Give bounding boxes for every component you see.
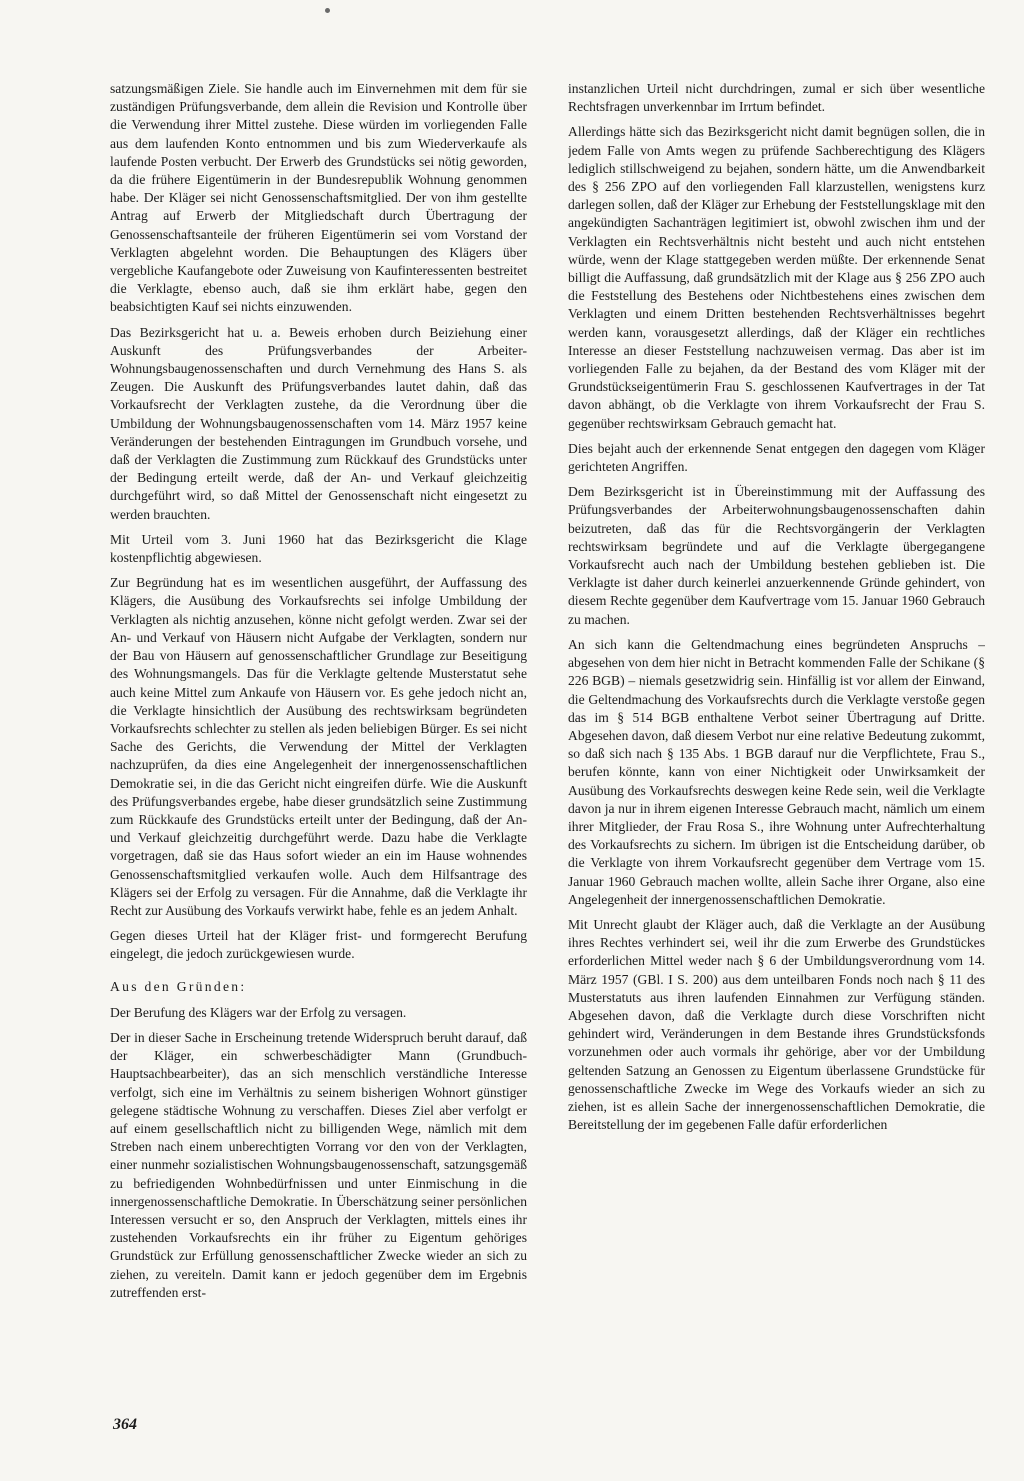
paragraph: Mit Urteil vom 3. Juni 1960 hat das Bezirksgericht die Klage kostenpflichtig abgewiesen.	[110, 531, 527, 566]
paragraph: An sich kann die Geltendmachung eines begründeten Anspruchs – abgesehen von dem hier nicht in Betracht kommenden Falle der Schikane (§ 226 BGB) – niemals gesetzwidrig sein. Hinfällig ist vor allem der Einwand, die Geltendmachung des Vorkaufsrechts durch die Verklagte verstoße gegen das im § 514 BGB enthaltene Verbot seiner Übertragung auf Dritte. Abgesehen davon, daß diesem Verbot nur eine relative Bedeutung zukommt, so daß sich nach § 135 Abs. 1 BGB darauf nur die Verpflichtete, Frau S., berufen könnte, kann von einer Nichtigkeit oder Unwirksamkeit der Ausübung des Vorkaufsrechts deswegen keine Rede sein, weil die Verklagte davon ja nur in ihrem eigenen Interesse Gebrauch macht, nämlich um einem ihrer Mitglieder, der Frau Rosa S., ihre Wohnung unter Aufrechterhaltung des Vorkaufsrechts zu sichern. Im übrigen ist die Entscheidung darüber, ob die Verklagte von ihrem Vorkaufsrecht gegenüber dem Vertrage vom 15. Januar 1960 Gebrauch machen wollte, allein Sache ihrer Organe, also eine Angelegenheit der innergenossenschaftlichen Demokratie.	[568, 636, 985, 907]
paragraph: Dem Bezirksgericht ist in Übereinstimmung mit der Auffassung des Prüfungsverbandes der Arbeiterwohnungsbaugenossenschaften dahin beizutreten, daß das für die Rechtsvorgängerin der Verklagten rechtswirksam begründete und auf die Verklagte übergegangene Vorkaufsrecht auch nach der Umbildung bestehen geblieben ist. Die Verklagte ist daher durch keinerlei anzuerkennende Gründe gehindert, von diesem Rechte gegenüber dem Kaufvertrage vom 15. Januar 1960 Gebrauch zu machen.	[568, 484, 985, 627]
section-heading: Aus den Gründen:	[110, 978, 247, 994]
paragraph: Gegen dieses Urteil hat der Kläger frist- und formgerecht Berufung eingelegt, die jedoch zurückgewiesen wurde.	[110, 928, 527, 962]
right-column	[568, 80, 985, 1400]
print-speck	[325, 8, 330, 13]
paragraph: Dies bejaht auch der erkennende Senat entgegen den dagegen vom Kläger gerichteten Angriffen.	[568, 440, 985, 475]
paragraph: Mit Unrecht glaubt der Kläger auch, daß die Verklagte an der Ausübung ihres Rechtes verhindert sei, weil ihr die zum Erwerbe des Grundstückes erforderlichen Mittel weder nach § 6 der Umbildungsverordnung vom 14. März 1957 (GBl. I S. 200) aus dem unteilbaren Fonds noch nach § 11 des Musterstatuts aus ihren laufenden Einnahmen zur Verfügung ständen. Abgesehen davon, daß die Verklagte durch diese Vorschriften nicht gehindert wird, Veränderungen in dem Bestande ihres Grundstücksfonds vorzunehmen oder auch vormals ihr gehörige, aber vor der Umbildung geltenden Satzung an Genossen zu Eigentum überlassene Grundstücke für genossenschaftliche Zwecke im Wege des Vorkaufs wieder an sich zu ziehen, ist es allein Sache der innergenossenschaftlichen Demokratie, die Bereitstellung der im gegebenen Falle dafür erforderlichen	[568, 916, 985, 1133]
paragraph: Allerdings hätte sich das Bezirksgericht nicht damit begnügen sollen, die in jedem Falle von Amts wegen zu prüfende Sachberechtigung des Klägers lediglich stillschweigend zu bejahen, sondern hätte, um die Anwendbarkeit des § 256 ZPO auf den vorliegenden Fall klarzustellen, wenigstens kurz darlegen sollen, daß der Kläger zur Erhebung der Feststellungsklage mit den angekündigten Sachanträgen legitimiert ist, obwohl zwischen ihm und der Verklagten ein Rechtsverhältnis nicht besteht und auch nicht entstehen würde, wenn der Klage stattgegeben werden müßte. Der erkennende Senat billigt die Auffassung, daß grundsätzlich mit der Klage aus § 256 ZPO auch die Feststellung des Bestehens oder Nichtbestehens eines zwischen dem Verklagten und einem Dritten bestehenden Rechtsverhältnisses begehrt werden kann, vorausgesetzt allerdings, daß der Kläger ein rechtliches Interesse an dieser Feststellung nachzuweisen vermag. Das aber ist im vorliegenden Falle zu bejahen, da der Bestand des vom Kläger mit der Grundstückseigentümerin Frau S. geschlossenen Kaufvertrages in der Tat davon abhängt, ob die Verklagte von ihrem Vorkaufsrecht der Frau S. gegenüber rechtswirksam Gebrauch gemacht hat.	[568, 124, 985, 431]
paragraph: Zur Begründung hat es im wesentlichen ausgeführt, der Auffassung des Klägers, die Ausübung des Vorkaufsrechts sei infolge Umbildung der Verklagten als nichtig anzusehen, könne nicht gefolgt werden. Zwar sei der An- und Verkauf von Häusern nicht Aufgabe der Verklagten, sondern nur der Bau von Häusern auf genossenschaftlicher Grundlage zur Beseitigung des Wohnungsmangels. Das für die Verklagte geltende Musterstatut sehe auch keine Mittel zum Ankaufe von Häusern vor. Es gehe jedoch nicht an, die Verklagte hinsichtlich der Ausübung des rechtswirksam begründeten Vorkaufsrechts schlechter zu stellen als jeden beliebigen Bürger. Es sei nicht Sache des Gerichts, die Verwendung der Mittel der Verklagten nachzuprüfen, da dies eine Angelegenheit der innergenossenschaftlichen Demokratie sei, in die das Gericht nicht eingreifen dürfe. Wie die Auskunft des Prüfungsverbandes ergebe, habe dieser grundsätzlich seine Zustimmung zum Rückkaufe des Grundstücks erteilt unter der Bedingung, daß der An- und Verkauf gleichzeitig durchgeführt werde. Dazu habe die Verklagte vorgetragen, daß sie das Haus sofort wieder an ein im Hause wohnendes Genossenschaftsmitglied verkaufen wolle. Auch dem Hilfsantrage des Klägers sei der Erfolg zu versagen. Für die Annahme, daß die Verklagte ihr Recht zur Ausübung des Vorkaufs verwirkt habe, fehle es an jedem Anhalt.	[110, 575, 527, 918]
page-number: 364	[113, 1416, 137, 1433]
paragraph: Der Berufung des Klägers war der Erfolg zu versagen.	[110, 1004, 407, 1020]
paragraph: satzungsmäßigen Ziele. Sie handle auch im Einvernehmen mit dem für sie zuständigen Prüfungsverbande, dem allein die Revision und Kontrolle über die Verwendung ihrer Mittel zustehe. Diese würden im vorliegenden Falle aus dem laufenden Konto entnommen und bis zum Wiederverkaufe als laufende Posten verbucht. Der Erwerb des Grundstücks sei nötig geworden, da die frühere Eigentümerin in der Bundesrepublik Wohnung genommen habe. Der Kläger sei nicht Genossenschaftsmitglied. Der von ihm gestellte Antrag auf Erwerb der Mitgliedschaft durch Übertragung der Genossenschaftsanteile der früheren Eigentümerin sei vom Vorstand der Verklagten abgelehnt worden. Die Behauptungen des Klägers über vergebliche Kaufangebote oder Zuweisung von Kaufinteressenten bestreitet die Verklagte, ebenso auch, daß sie ihm erklärt habe, gegen den beabsichtigten Kauf sei nichts einzuwenden.	[110, 81, 527, 315]
left-column	[110, 80, 527, 1400]
paragraph: Das Bezirksgericht hat u. a. Beweis erhoben durch Beiziehung einer Auskunft des Prüfungsverbandes der Arbeiter-Wohnungsbaugenossenschaften und durch Vernehmung des Hans S. als Zeugen. Die Auskunft des Prüfungsverbandes lautet dahin, daß das Vorkaufsrecht der Verklagten zustehe, da die Verordnung über die Umbildung der Wohnungsbaugenossenschaften vom 14. März 1957 keine Veränderungen der bestehenden Eintragungen im Grundbuch vorsehe, und daß der Verklagten die Zustimmung zum Rückkauf des Grundstücks unter der Bedingung erteilt werde, daß der An- und Verkauf gleichzeitig durchgeführt wird, so daß Mittel der Genossenschaft nicht eingesetzt zu werden brauchten.	[110, 324, 527, 522]
paragraph: instanzlichen Urteil nicht durchdringen, zumal er sich über wesentliche Rechtsfragen unverkennbar im Irrtum befindet.	[568, 81, 985, 115]
paragraph: Der in dieser Sache in Erscheinung tretende Widerspruch beruht darauf, daß der Kläger, ein schwerbeschädigter Mann (Grundbuch-Hauptsachbearbeiter), das an sich menschlich verständliche Interesse verfolgt, sich eine im Verhältnis zu seinem bisherigen Wohnort günstiger gelegene städtische Wohnung zu verschaffen. Dieses Ziel aber verfolgt er auf einem gesellschaftlich nicht zu billigenden Wege, nämlich mit dem Streben nach einem unberechtigten Vorrang vor den von der Verklagten, einer nunmehr sozialistischen Wohnungsbaugenossenschaft, satzungsgemäß zu befriedigenden Wohnbedürfnissen und unter Einmischung in die innergenossenschaftliche Demokratie. In Überschätzung seiner persönlichen Interessen versucht er so, den Anspruch der Verklagten, mittels eines ihr zustehenden Vorkaufsrechts ein ihr früher zu Eigentum gehöriges Grundstück zur Erfüllung genossenschaftlicher Zwecke wieder an sich zu ziehen, zu vereiteln. Damit kann er jedoch gegenüber dem im Ergebnis zutreffenden erst-	[110, 1029, 527, 1300]
